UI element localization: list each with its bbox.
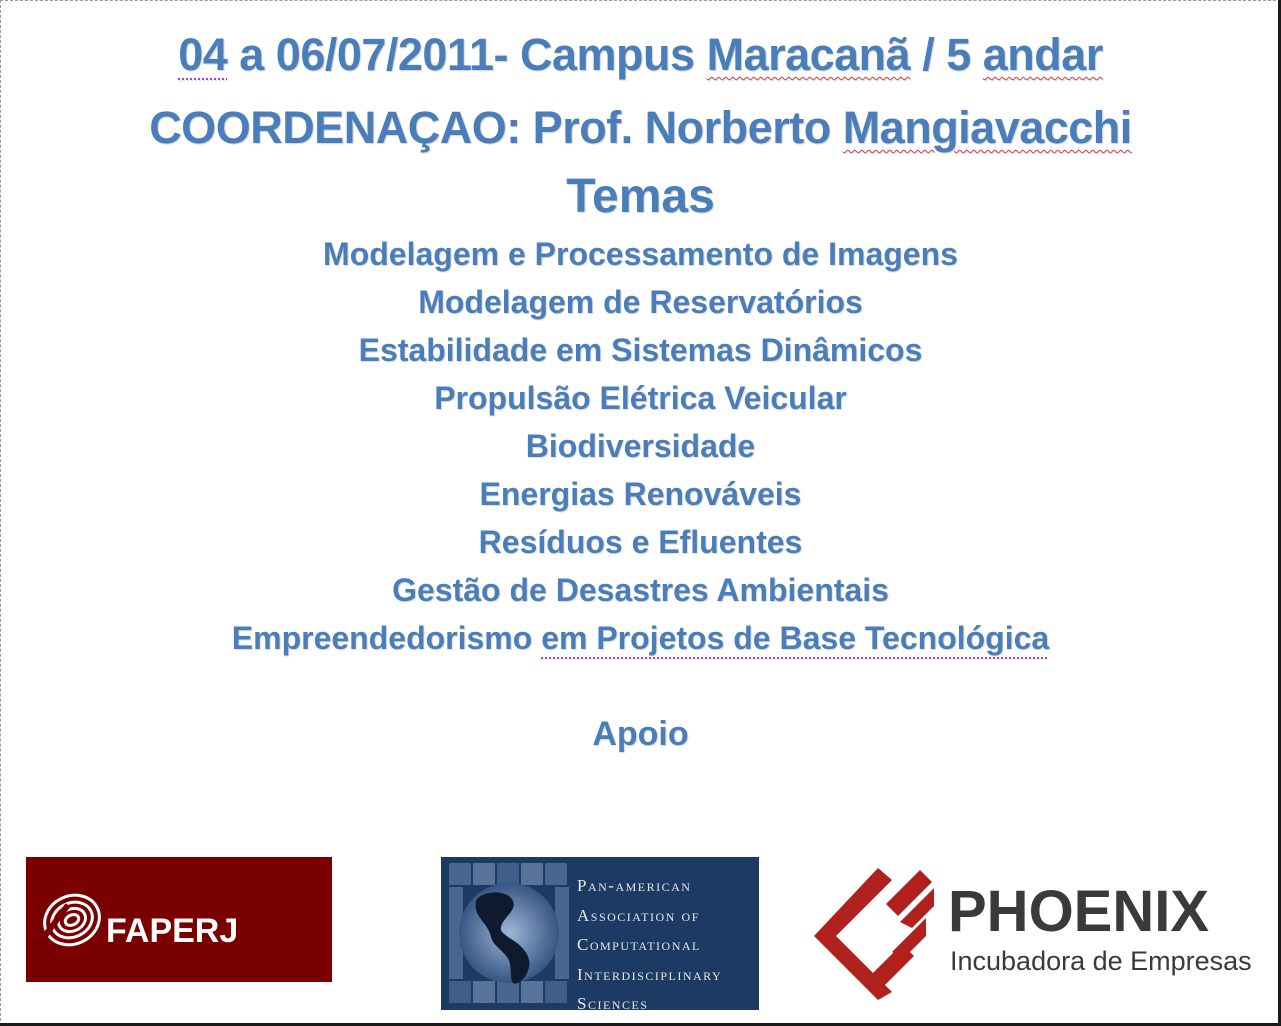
coordination-prefix-text: COORDENAÇAO: Prof. Norberto <box>149 102 843 153</box>
paacis-name-lines <box>577 871 722 1010</box>
list-item: Propulsão Elétrica Veicular <box>434 380 847 416</box>
list-item: Gestão de Desastres Ambientais <box>392 572 889 608</box>
list-item-part: Empreendedorismo <box>231 620 542 656</box>
paacis-line: Interdisciplinary <box>577 964 723 984</box>
phoenix-logo <box>808 860 1268 1010</box>
faperj-swirl-icon <box>38 885 108 955</box>
floor-word-text: andar <box>982 29 1103 80</box>
temas-list <box>0 230 1281 662</box>
event-dates-line <box>0 18 1281 91</box>
list-item: Modelagem e Processamento de Imagens <box>323 236 958 272</box>
paacis-line: Sciences <box>577 994 649 1010</box>
list-item-part-underlined: em Projetos de Base Tecnológica <box>541 620 1050 656</box>
faperj-logo <box>26 857 332 982</box>
list-item: Biodiversidade <box>525 428 756 464</box>
list-item: Resíduos e Efluentes <box>478 524 803 560</box>
paacis-line: Computational <box>577 935 701 954</box>
list-item: Energias Renováveis <box>479 476 802 512</box>
floor-number-text: / 5 <box>910 29 983 80</box>
phoenix-tagline: Incubadora de Empresas <box>950 946 1252 976</box>
dates-middle-text: a 06/07/2011- Campus <box>227 29 707 80</box>
faperj-wordmark: FAPERJ <box>106 912 239 950</box>
document-body <box>0 18 1281 758</box>
americas-globe-icon <box>447 861 575 1007</box>
paacis-line: Pan-american <box>577 876 692 895</box>
paacis-line: Association of <box>577 905 700 925</box>
phoenix-chevron-icon <box>808 860 938 1000</box>
list-item <box>0 614 1281 662</box>
apoio-heading: Apoio <box>592 715 689 753</box>
list-item: Estabilidade em Sistemas Dinâmicos <box>358 332 923 368</box>
paacis-logo <box>441 857 759 1010</box>
list-item: Modelagem de Reservatórios <box>418 284 863 320</box>
dates-start-text: 04 <box>178 29 228 80</box>
coordinator-surname-text: Mangiavacchi <box>842 102 1132 153</box>
campus-name-text: Maracanã <box>706 29 911 80</box>
phoenix-wordmark: PHOENIX <box>948 879 1210 944</box>
temas-heading: Temas <box>566 170 715 223</box>
coordination-line <box>0 91 1281 164</box>
